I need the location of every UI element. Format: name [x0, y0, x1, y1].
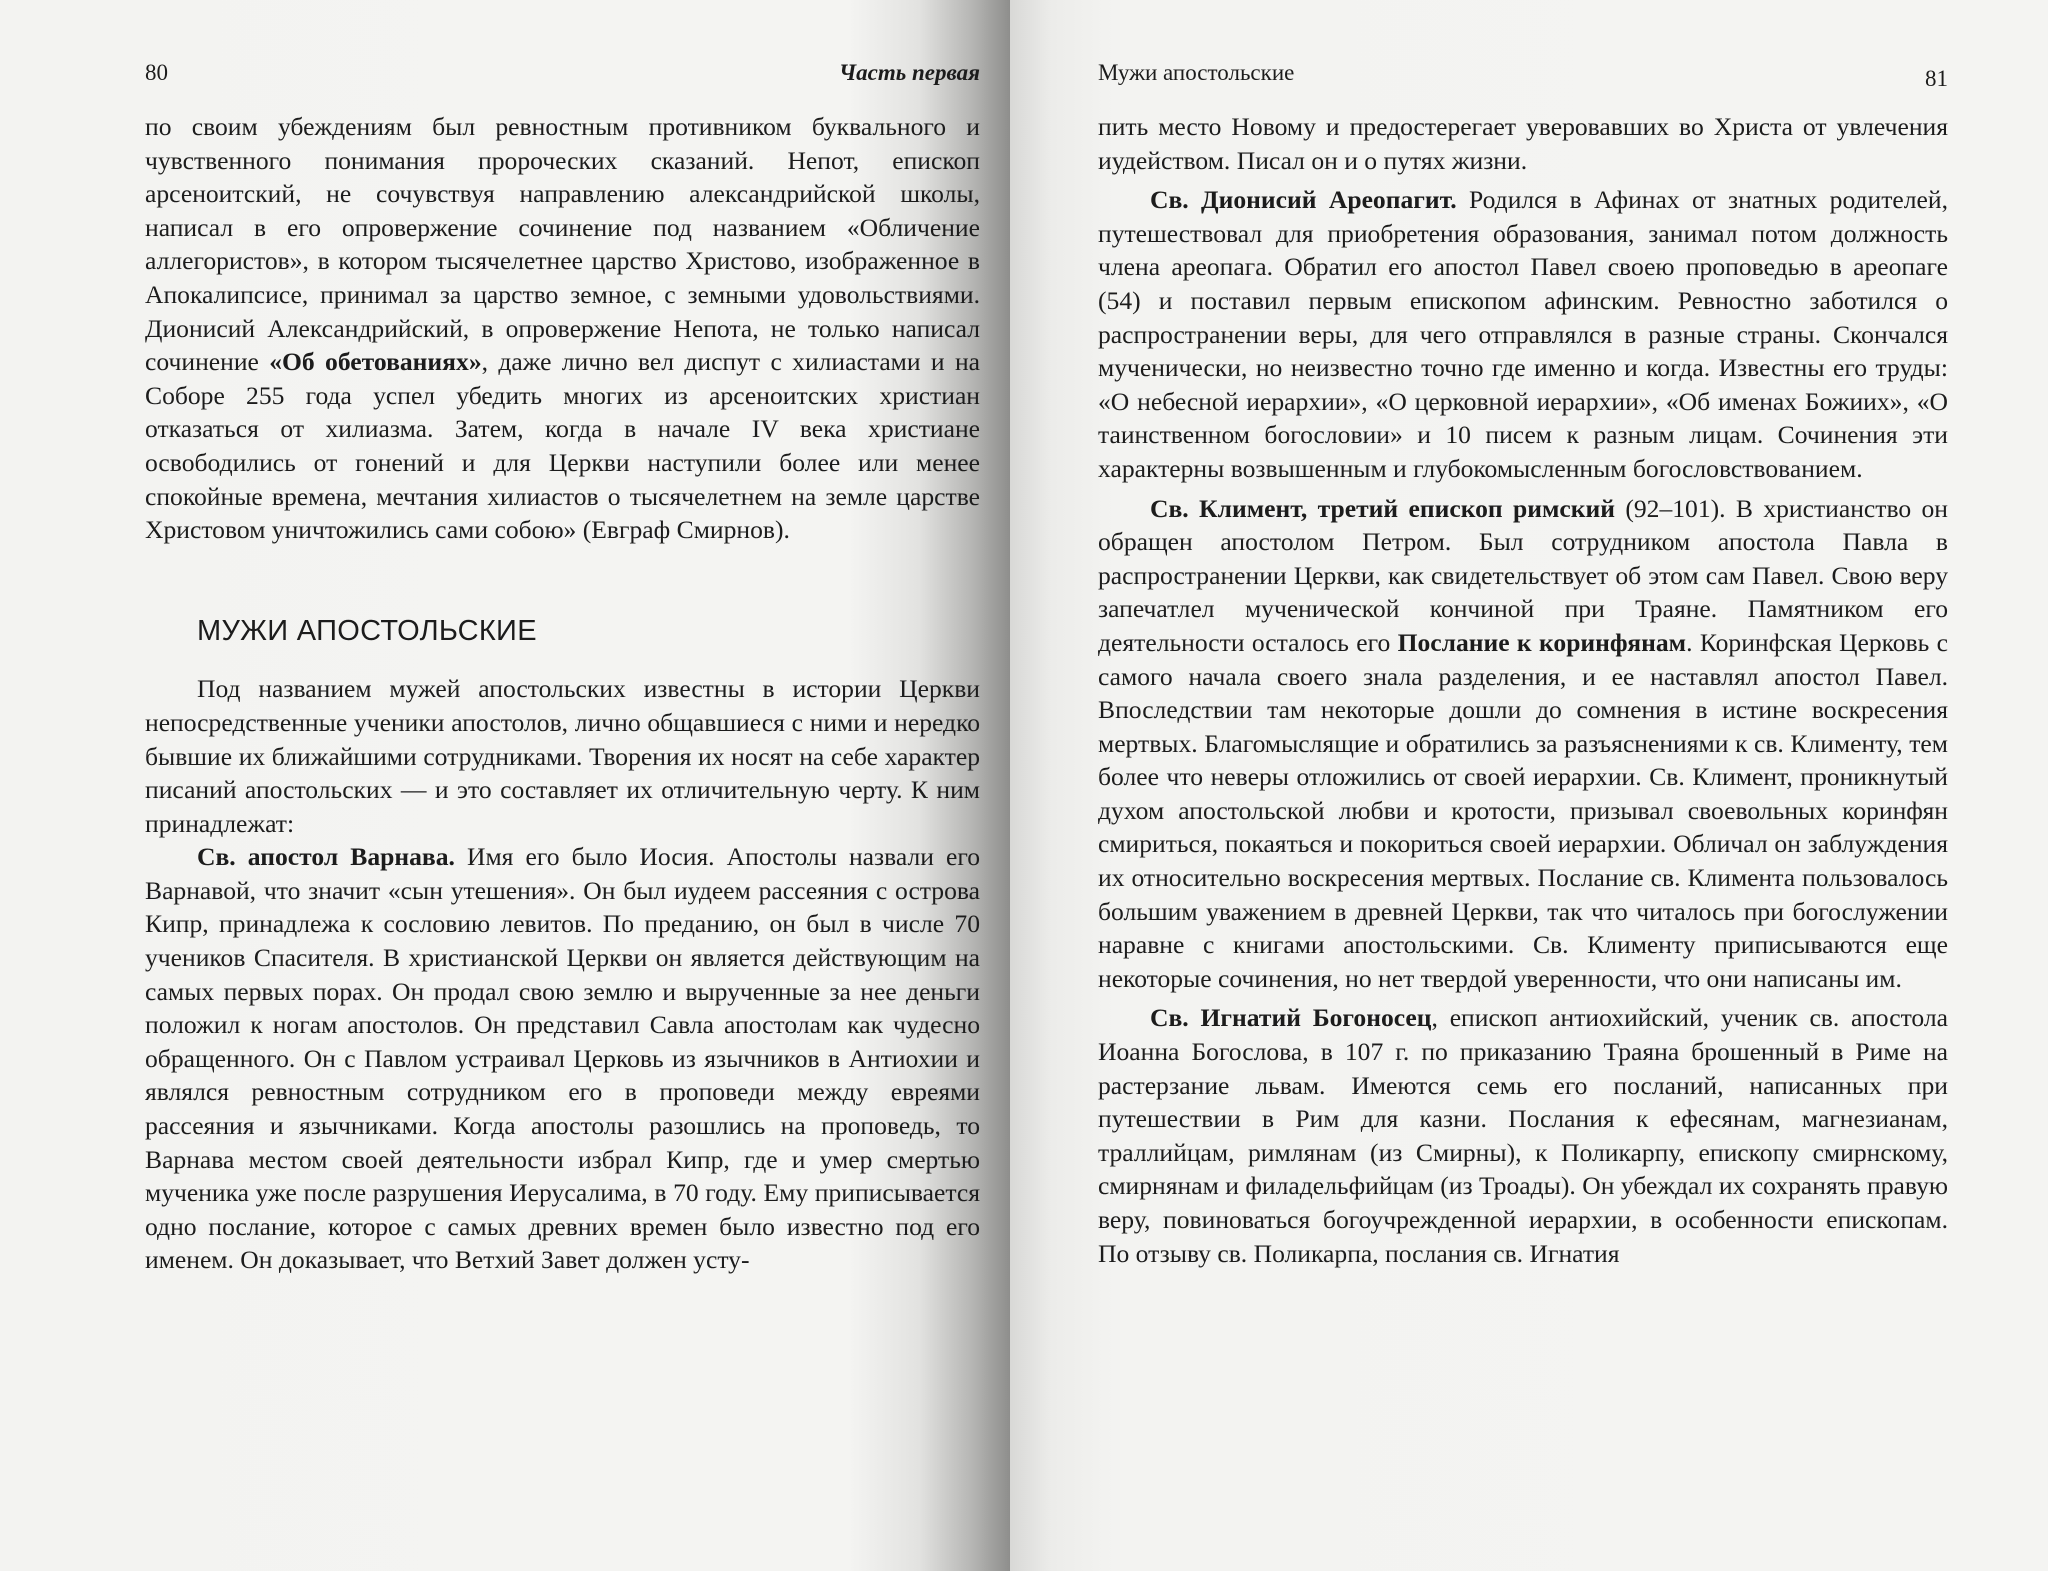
left-running-head	[145, 60, 980, 110]
paragraph-text: Имя его было Иосия. Апостолы назвали его Варнавой, что значит «сын утешения». Он был иудеем рассеяния с острова Кипр, принадлежа к сословию левитов. По преданию, он был в числе 70 учеников Спасителя. В христианской Церкви он является действующим на самых первых порах. Он продал свою землю и вырученные за нее деньги положил к ногам апостолов. Он представил Савла апостолам как чудесно обращенного. Он с Павлом устраивал Церковь из язычников в Антиохии и являлся ревностным сотрудником его в проповеди между евреями рассеяния и язычниками. Когда апостолы разошлись на проповедь, то Варнава местом своей деятельности избрал Кипр, где и умер смертью мученика уже после разрушения Иерусалима, в 70 году. Ему приписывается одно послание, которое с самых древних времен было известно под его именем. Он доказывает, что Ветхий Завет должен усту-	[145, 842, 981, 1275]
paragraph-text: , епископ антиохийский, ученик св. апостола Иоанна Богослова, в 107 г. по приказанию Траяна брошенный в Риме на растерзание львам. Имеются семь его посланий, написанных при путешествии в Рим для казни. Послания к ефесянам, магнезианам, траллийцам, римлянам (из Смирны), к Поликарпу, епископу смирнскому, смирнянам и филадельфийцам (из Троады). Он убеждал их сохранять правую веру, повиноваться богоучрежденной иерархии, в особенности епископам. По отзыву св. Поликарпа, послания св. Игнатия	[1098, 1003, 1949, 1268]
left-page-text	[145, 110, 980, 1277]
paragraph	[145, 840, 980, 1277]
paragraph-text: по своим убеждениям был ревностным противником буквального и чувственного понимания пророческих сказаний. Непот, епископ арсеноитский, не сочувствуя направлению александрийской школы, написал в его опровержение сочинение под названием «Обличение аллегористов», в котором тысячелетнее царство Христово, изображенное в Апокалипсисе, принимал за царство земное, с земными удовольствиями. Дионисий Александрийский, в опровержение Непота, не только написал сочинение	[145, 112, 980, 377]
bold-title: Св. апостол Варнава.	[197, 842, 455, 872]
paragraph	[145, 110, 980, 547]
paragraph: Под названием мужей апостольских известны в истории Церкви непосредственные ученики апостолов, лично общавшиеся с ними и нередко бывшие их ближайшими сотрудниками. Творения их носят на себе характер писаний апостольских — и это составляет их отличительную черту. К ним принадлежат:	[145, 674, 980, 838]
right-running-head	[1098, 60, 1948, 110]
bold-title: Св. Дионисий Ареопагит.	[1150, 185, 1457, 215]
page-number: 80	[145, 60, 168, 85]
bold-title: Св. Игнатий Богоносец	[1150, 1003, 1432, 1033]
bold-title: «Об обетованиях»	[269, 347, 482, 377]
right-page-text	[1098, 110, 1948, 1270]
running-head-title: Мужи апостольские	[1098, 60, 1295, 85]
running-head-title: Часть первая	[838, 60, 980, 85]
paragraph	[1098, 1001, 1948, 1270]
paragraph-text: . Коринфская Церковь с самого начала своего знала разделения, и ее наставлял апостол Павел. Впоследствии там некоторые дошли до сомнения в истине воскресения мертвых. Благомыслящие и обратились за разъяснениями к св. Клименту, тем более что неверы отложились от своей иерархии. Св. Климент, проникнутый духом апостольской любви и кротости, призывал своевольных коринфян смириться, покаяться и покориться своей иерархии. Обличал он заблуждения их относительно воскресения мертвых. Послание св. Климента пользовалось большим уважением в древней Церкви, так что читалось при богослужении наравне с книгами апостольскими. Св. Клименту приписываются еще некоторые сочинения, но нет твердой уверенности, что они написаны им.	[1098, 627, 1949, 993]
paragraph-text: , даже лично вел диспут с хилиастами и на Соборе 255 года успел убедить многих из арсеноитских христиан отказаться от хилиазма. Затем, когда в начале IV века христиане освободились от гонений и для Церкви наступили более или менее спокойные времена, мечтания хилиастов о тысячелетнем на земле царстве Христовом уничтожились сами собою» (Евграф Смирнов).	[145, 347, 980, 545]
bold-title: Послание к коринфянам	[1397, 627, 1687, 657]
bold-title: Св. Климент, третий епископ римский	[1150, 493, 1616, 523]
left-page	[0, 0, 1010, 1571]
paragraph	[1098, 492, 1948, 996]
paragraph-text: Родился в Афинах от знатных родителей, путешествовал для приобретения образования, занимал потом должность члена ареопага. Обратил его апостол Павел своею проповедью в ареопаге (54) и поставил первым епископом афинским. Ревностно заботился о распространении веры, для чего отправлялся в разные страны. Скончался мученически, но неизвестно точно где именно и когда. Известны его труды: «О небесной иерархии», «О церковной иерархии», «Об именах Божиих», «О таинственном богословии» и 10 писем к разным лицам. Сочинения эти характерны возвышенным и глубокомысленным богословствованием.	[1098, 185, 1949, 483]
paragraph	[1098, 183, 1948, 485]
paragraph-text: (92–101). В христианство он обращен апостолом Петром. Был сотрудником апостола Павла в распространении Церкви, как свидетельствует об этом сам Павел. Свою веру запечатлел мученической кончиной при Траяне. Памятником его деятельности осталось его	[1098, 493, 1948, 657]
section-heading: МУЖИ АПОСТОЛЬСКИЕ	[197, 614, 537, 647]
page-number: 81	[1925, 66, 1948, 91]
right-page	[1010, 0, 2048, 1571]
paragraph: пить место Новому и предостерегает уверовавших во Христа от увлечения иудейством. Писал он и о путях жизни.	[1098, 112, 1948, 175]
